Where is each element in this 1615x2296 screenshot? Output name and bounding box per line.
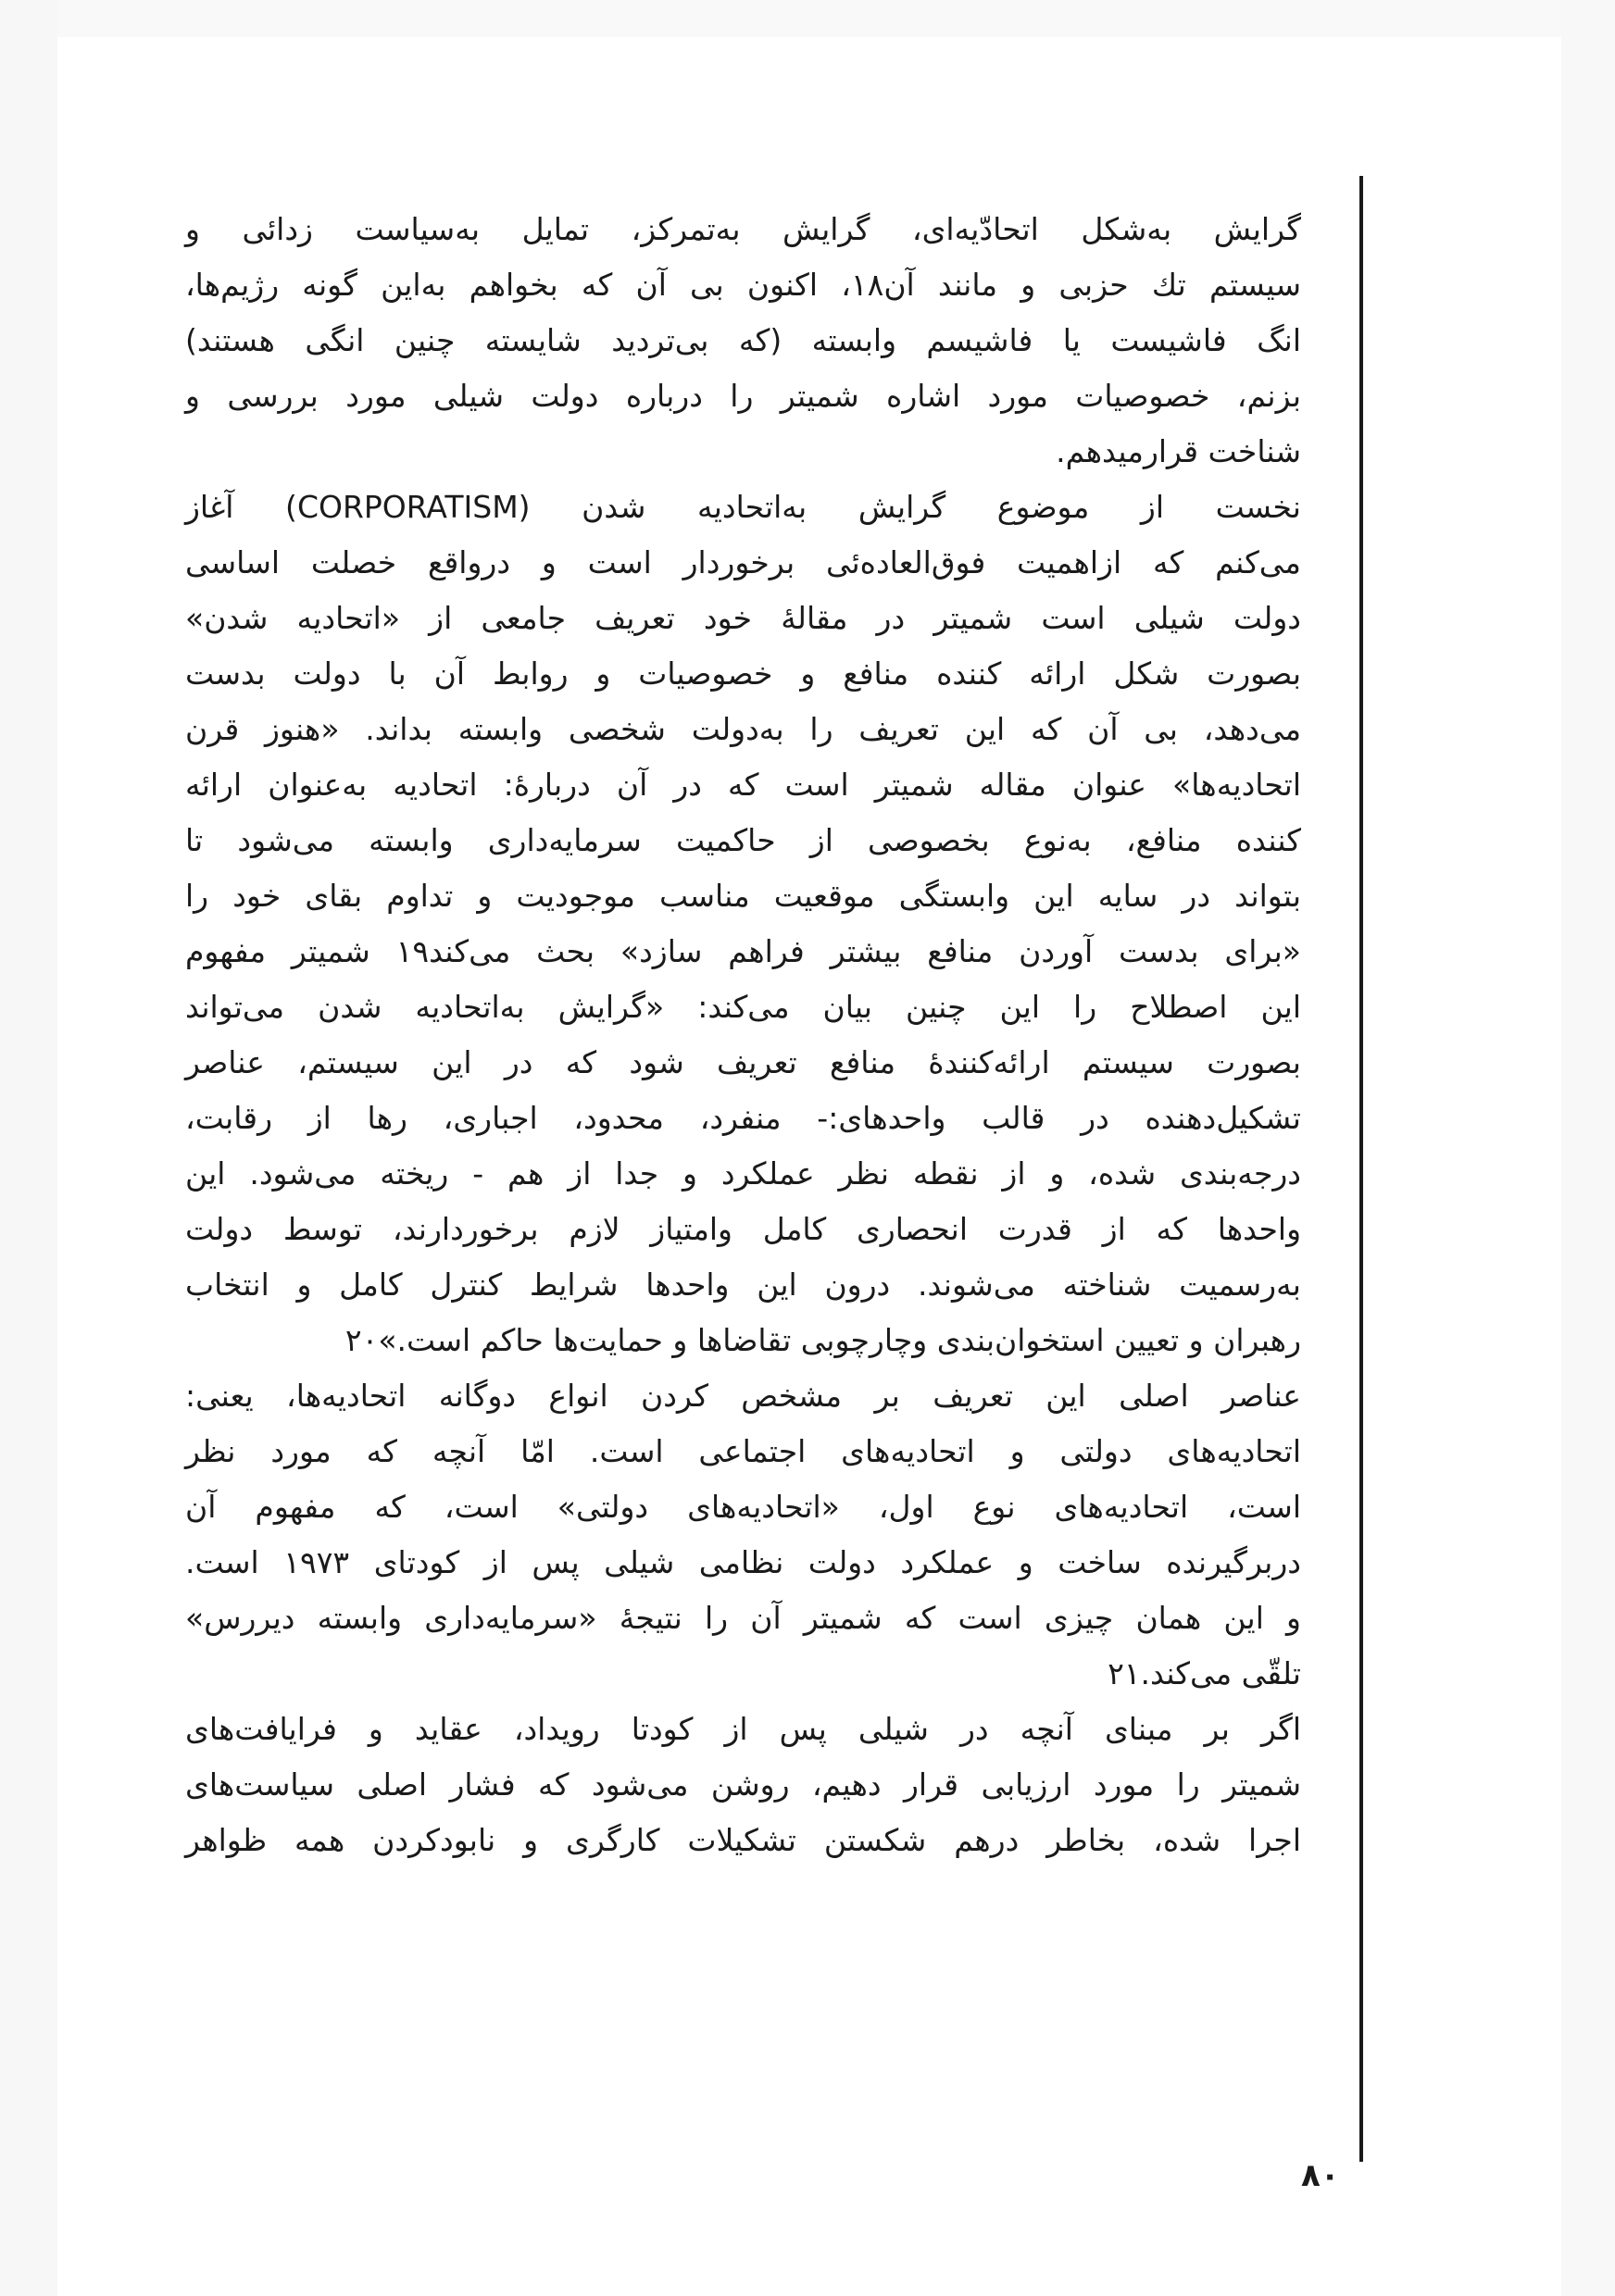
- text-line: درجه‌بندی شده، و از نقطه نظر عملکرد و جدا از هم - ریخته می‌شود. این: [185, 1155, 1301, 1192]
- paragraph-4: [185, 1702, 1301, 1868]
- text-line: سیستم تك حزبی و مانند آن۱۸، اکنون بی آن که بخواهم به‌این گونه رژیم‌ها،: [185, 267, 1301, 303]
- text-line: اگر بر مبنای آنچه در شیلی پس از کودتا رویداد، عقاید و فرایافت‌های: [185, 1711, 1301, 1747]
- paragraph-2: [185, 480, 1301, 1368]
- text-line: گرایش به‌شکل اتحادّیه‌ای، گرایش به‌تمرکز، تمایل به‌سیاست زدائی و: [185, 211, 1301, 247]
- page-right-margin: [1561, 0, 1615, 2296]
- text-line: می‌دهد، بی آن که این تعریف را به‌دولت شخصی وابسته بداند. «هنوز قرن: [185, 711, 1301, 747]
- text-line: و این همان چیزی است که شمیتر آن را نتیجهٔ «سرمایه‌داری وابسته دیررس»: [185, 1600, 1301, 1636]
- text-line: بتواند در سایه این وابستگی موقعیت مناسب موجودیت و تداوم بقای خود را: [185, 878, 1301, 914]
- page-number: ۸۰: [1301, 2157, 1340, 2194]
- text-line: رهبران و تعیین استخوان‌بندی وچارچوبی تقاضاها و حمایت‌ها حاکم است.»۲۰: [344, 1322, 1301, 1358]
- text-line: می‌کنم که ازاهمیت فوق‌العاده‌ئی برخوردار است و درواقع خصلت اساسی: [185, 544, 1301, 580]
- text-line: اتحادیه‌های دولتی و اتحادیه‌های اجتماعی است. امّا آنچه که مورد نظر: [185, 1433, 1301, 1469]
- text-line: به‌رسمیت شناخته می‌شوند. درون این واحدها شرایط کنترل کامل و انتخاب: [185, 1267, 1301, 1303]
- text-line: بصورت سیستم ارائه‌کنندهٔ منافع تعریف شود که در این سیستم، عناصر: [185, 1044, 1301, 1080]
- paragraph-1: [185, 202, 1301, 480]
- text-line: این اصطلاح را این چنین بیان می‌کند: «گرایش به‌اتحادیه شدن می‌تواند: [185, 989, 1301, 1025]
- page-left-margin: [0, 0, 57, 2296]
- text-line: واحدها که از قدرت انحصاری کامل وامتیاز لازم برخوردارند، توسط دولت: [185, 1211, 1301, 1247]
- paragraph-3: [185, 1368, 1301, 1702]
- text-line: عناصر اصلی این تعریف بر مشخص کردن انواع دوگانه اتحادیه‌ها، یعنی:: [185, 1378, 1301, 1414]
- text-line: کننده منافع، به‌نوع بخصوصی از حاکمیت سرمایه‌داری وابسته می‌شود تا: [185, 822, 1301, 858]
- margin-rule: [1359, 176, 1363, 2162]
- text-line: انگ فاشیست یا فاشیسم وابسته (که بی‌تردید شایسته چنین انگی هستند): [185, 322, 1301, 358]
- text-line: تشکیل‌دهنده در قالب واحدهای:- منفرد، محدود، اجباری، رها از رقابت،: [185, 1100, 1301, 1136]
- text-line: دولت شیلی است شمیتر در مقالهٔ خود تعریف جامعی از «اتحادیه شدن»: [185, 600, 1301, 636]
- text-line: اجرا شده، بخاطر درهم شکستن تشکیلات کارگری و نابودکردن همه ظواهر: [185, 1822, 1301, 1858]
- text-line: نخست از موضوع گرایش به‌اتحادیه شدن (CORPORATISM) آغاز: [185, 489, 1301, 525]
- text-line: تلقّی می‌کند.۲۱: [1108, 1655, 1301, 1691]
- body-text: [185, 202, 1301, 1868]
- page-top-margin: [0, 0, 1615, 37]
- text-line: است، اتحادیه‌های نوع اول، «اتحادیه‌های دولتی» است، که مفهوم آن: [185, 1489, 1301, 1525]
- text-line: بزنم، خصوصیات مورد اشاره شمیتر را درباره دولت شیلی مورد بررسی و: [185, 378, 1301, 414]
- text-line: شناخت قرارمیدهم.: [1056, 433, 1301, 469]
- text-line: شمیتر را مورد ارزیابی قرار دهیم، روشن می‌شود که فشار اصلی سیاست‌های: [185, 1766, 1301, 1803]
- text-line: بصورت شکل ارائه کننده منافع و خصوصیات و روابط آن با دولت بدست: [185, 655, 1301, 692]
- text-line: اتحادیه‌ها» عنوان مقاله شمیتر است که در آن دربارهٔ: اتحادیه به‌عنوان ارائه: [185, 767, 1301, 803]
- text-line: دربرگیرنده ساخت و عملکرد دولت نظامی شیلی پس از کودتای ۱۹۷۳ است.: [185, 1544, 1301, 1580]
- text-line: «برای بدست آوردن منافع بیشتر فراهم سازد» بحث می‌کند۱۹ شمیتر مفهوم: [185, 933, 1301, 969]
